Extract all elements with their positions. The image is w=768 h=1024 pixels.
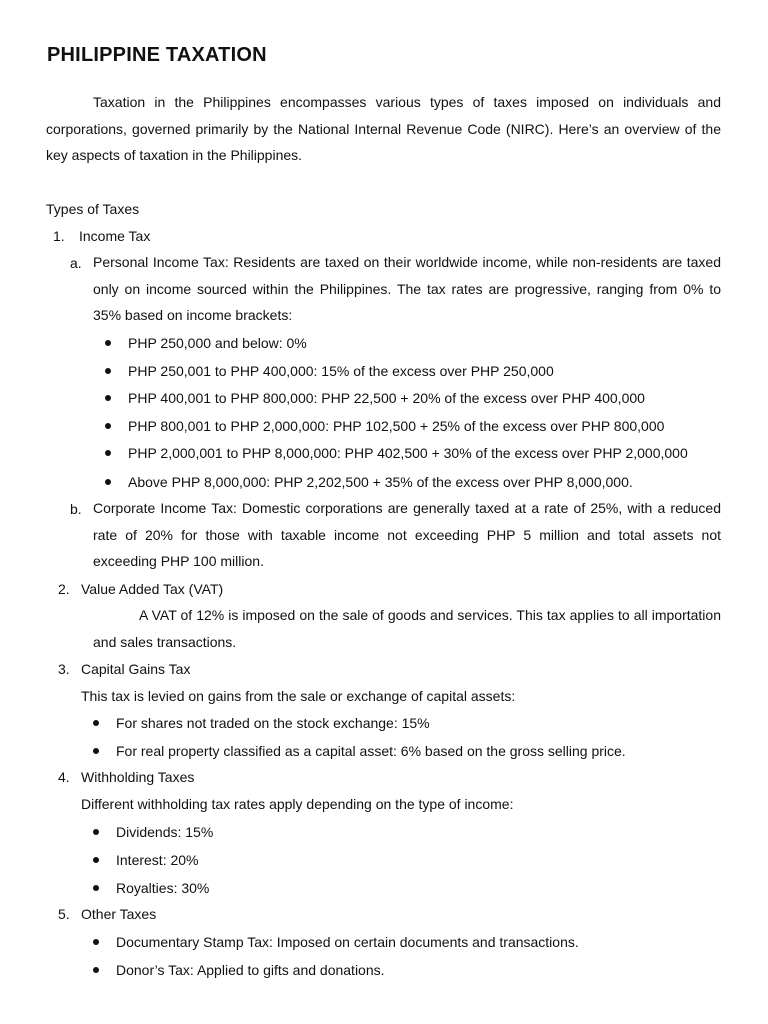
section-number: 4. — [58, 769, 70, 785]
bullet-icon — [93, 748, 99, 754]
capital-gains-item: For shares not traded on the stock exchange: 15% — [116, 715, 430, 731]
bullet-icon — [93, 885, 99, 891]
bullet-icon — [93, 829, 99, 835]
capital-gains-item: For real property classified as a capital asset: 6% based on the gross selling price. — [116, 743, 626, 759]
tax-bracket-item: PHP 250,001 to PHP 400,000: 15% of the excess over PHP 250,000 — [128, 363, 554, 379]
bullet-icon — [93, 967, 99, 973]
other-tax-item: Donor’s Tax: Applied to gifts and donations. — [116, 962, 385, 978]
bullet-icon — [105, 340, 111, 346]
section-title-withholding-taxes: Withholding Taxes — [81, 769, 195, 785]
page-title: PHILIPPINE TAXATION — [47, 44, 267, 66]
vat-text: A VAT of 12% is imposed on the sale of goods and services. This tax applies to all importation and sales transactions. — [93, 607, 721, 650]
section-title-vat: Value Added Tax (VAT) — [81, 581, 224, 597]
section-title-income-tax: Income Tax — [79, 228, 151, 244]
tax-bracket-item: Above PHP 8,000,000: PHP 2,202,500 + 35% of the excess over PHP 8,000,000. — [128, 474, 633, 490]
section-number: 2. — [58, 581, 70, 597]
bullet-icon — [105, 450, 111, 456]
section-title-other-taxes: Other Taxes — [81, 906, 157, 922]
types-heading: Types of Taxes — [46, 201, 140, 217]
tax-bracket-item: PHP 400,001 to PHP 800,000: PHP 22,500 + 20% of the excess over PHP 400,000 — [128, 390, 645, 406]
personal-income-tax-text: Personal Income Tax: Residents are taxed on their worldwide income, while non-residents are taxed only on income sourced within the Philippines. The tax rates are progressive, ranging from 0% to 35% based on income brackets: — [93, 254, 721, 324]
tax-bracket-item: PHP 250,000 and below: 0% — [128, 335, 307, 351]
tax-bracket-item: PHP 2,000,001 to PHP 8,000,000: PHP 402,500 + 30% of the excess over PHP 2,000,000 — [128, 445, 688, 461]
withholding-intro: Different withholding tax rates apply depending on the type of income: — [81, 796, 514, 812]
withholding-item: Royalties: 30% — [116, 880, 210, 896]
bullet-icon — [105, 368, 111, 374]
other-tax-item: Documentary Stamp Tax: Imposed on certain documents and transactions. — [116, 934, 579, 950]
section-number: 3. — [58, 661, 70, 677]
section-title-capital-gains-tax: Capital Gains Tax — [81, 661, 191, 677]
withholding-item: Dividends: 15% — [116, 824, 214, 840]
withholding-item: Interest: 20% — [116, 852, 199, 868]
bullet-icon — [93, 857, 99, 863]
section-number: 1. — [53, 228, 65, 244]
intro-paragraph: Taxation in the Philippines encompasses various types of taxes imposed on individuals and corporations, governed primarily by the National Internal Revenue Code (NIRC). Here’s an overview of the key aspects of taxation in the Philippines. — [46, 94, 721, 164]
tax-bracket-item: PHP 800,001 to PHP 2,000,000: PHP 102,500 + 25% of the excess over PHP 800,000 — [128, 418, 665, 434]
capital-gains-intro: This tax is levied on gains from the sale or exchange of capital assets: — [81, 688, 516, 704]
bullet-icon — [93, 720, 99, 726]
subsection-letter: a. — [70, 255, 82, 271]
subsection-letter: b. — [70, 501, 82, 517]
bullet-icon — [105, 479, 111, 485]
corporate-income-tax-text: Corporate Income Tax: Domestic corporations are generally taxed at a rate of 25%, with a reduced rate of 20% for those with taxable income not exceeding PHP 5 million and total assets not exceeding PHP 100 million. — [93, 500, 721, 570]
section-number: 5. — [58, 906, 70, 922]
bullet-icon — [105, 423, 111, 429]
bullet-icon — [105, 395, 111, 401]
bullet-icon — [93, 939, 99, 945]
